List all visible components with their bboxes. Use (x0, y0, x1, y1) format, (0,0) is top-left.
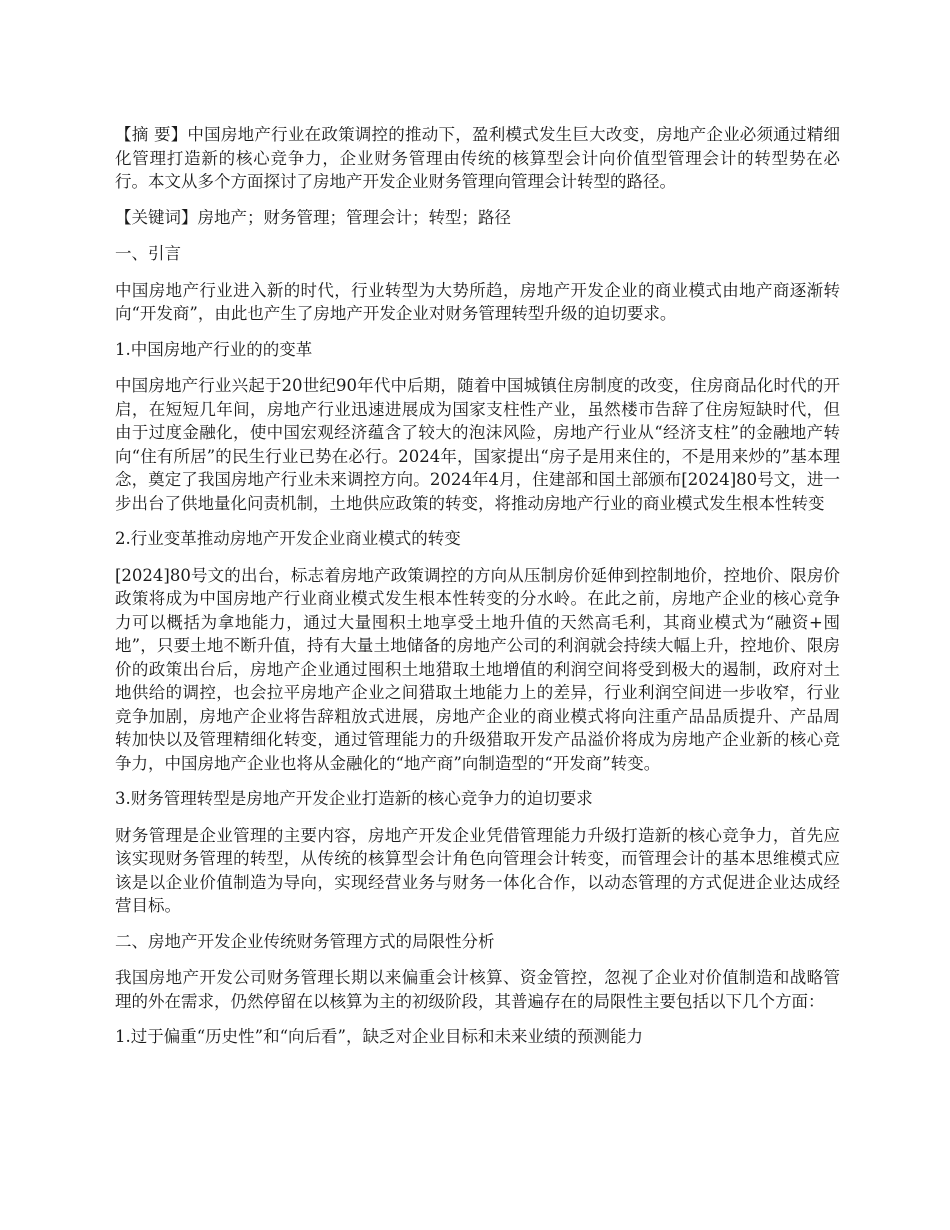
section-heading-introduction: 一、引言 (115, 244, 181, 263)
limitations-paragraph: 我国房地产开发公司财务管理长期以来偏重会计核算、资金管控，忽视了企业对价值制造和战略管理的外在需求，仍然停留在以核算为主的初级阶段，其普遍存在的局限性主要包括以下几个方面： (115, 968, 840, 1011)
business-model-paragraph: [2024]80号文的出台，标志着房地产政策调控的方向从压制房价延伸到控制地价，控地价、限房价政策将成为中国房地产行业商业模式发生根本性转变的分水岭。在此之前，房地产企业的核心竞争力可以概括为拿地能力，通过大量囤积土地享受土地升值的天然高毛利，其商业模式为“融资+囤地”，只要土地不断升值，持有大量土地储备的房地产公司的利润就会持续大幅上升，控地价、限房价的政策出台后，房地产企业通过囤积土地猎取土地增值的利润空间将受到极大的遏制，政府对土地供给的调控，也会拉平房地产企业之间猎取土地能力上的差异，行业利润空间进一步收窄，行业竞争加剧，房地产企业将告辞粗放式进展，房地产企业的商业模式将向注重产品品质提升、产品周转加快以及管理精细化转变，通过管理能力的升级猎取开发产品溢价将成为房地产企业新的核心竞争力，中国房地产企业也将从金融化的“地产商”向制造型的“开发商”转变。 (115, 565, 840, 773)
industry-change-paragraph: 中国房地产行业兴起于20世纪90年代中后期，随着中国城镇住房制度的改变，住房商品化时代的开启，在短短几年间，房地产行业迅速进展成为国家支柱性产业，虽然楼市告辞了住房短缺时代，但由于过度金融化，使中国宏观经济蕴含了较大的泡沫风险，房地产行业从“经济支柱”的金融地产转向“住有所居”的民生行业已势在必行。2024年，国家提出“房子是用来住的，不是用来炒的”基本理念，奠定了我国房地产行业未来调控方向。2024年4月，住建部和国土部颁布[2024]80号文，进一步出台了供地量化问责机制，土地供应政策的转变，将推动房地产行业的商业模式发生根本性转变 (115, 376, 840, 513)
abstract-paragraph: 【摘 要】中国房地产行业在政策调控的推动下，盈利模式发生巨大改变，房地产企业必须通过精细化管理打造新的核心竞争力，企业财务管理由传统的核算型会计向价值型管理会计的转型势在必行。本文从多个方面探讨了房地产开发企业财务管理向管理会计转型的路径。 (115, 125, 840, 191)
subsection-heading-business-model: 2.行业变革推动房地产开发企业商业模式的转变 (115, 529, 461, 548)
keywords-line: 【关键词】房地产；财务管理；管理会计；转型；路径 (115, 207, 511, 227)
financial-transformation-paragraph: 财务管理是企业管理的主要内容，房地产开发企业凭借管理能力升级打造新的核心竞争力，首先应该实现财务管理的转型，从传统的核算型会计角色向管理会计转变，而管理会计的基本思维模式应该是以企业价值制造为导向，实现经营业务与财务一体化合作，以动态管理的方式促进企业达成经营目标。 (115, 825, 840, 915)
subsection-heading-financial-transformation: 3.财务管理转型是房地产开发企业打造新的核心竞争力的迫切要求 (115, 789, 593, 808)
subsection-heading-industry-change: 1.中国房地产行业的的变革 (115, 339, 313, 359)
section-heading-limitations: 二、房地产开发企业传统财务管理方式的局限性分析 (115, 931, 495, 951)
intro-paragraph: 中国房地产行业进入新的时代，行业转型为大势所趋，房地产开发企业的商业模式由地产商逐渐转向“开发商”，由此也产生了房地产开发企业对财务管理转型升级的迫切要求。 (115, 280, 840, 323)
subsection-heading-historical-bias: 1.过于偏重“历史性”和“向后看”，缺乏对企业目标和未来业绩的预测能力 (115, 1027, 643, 1046)
